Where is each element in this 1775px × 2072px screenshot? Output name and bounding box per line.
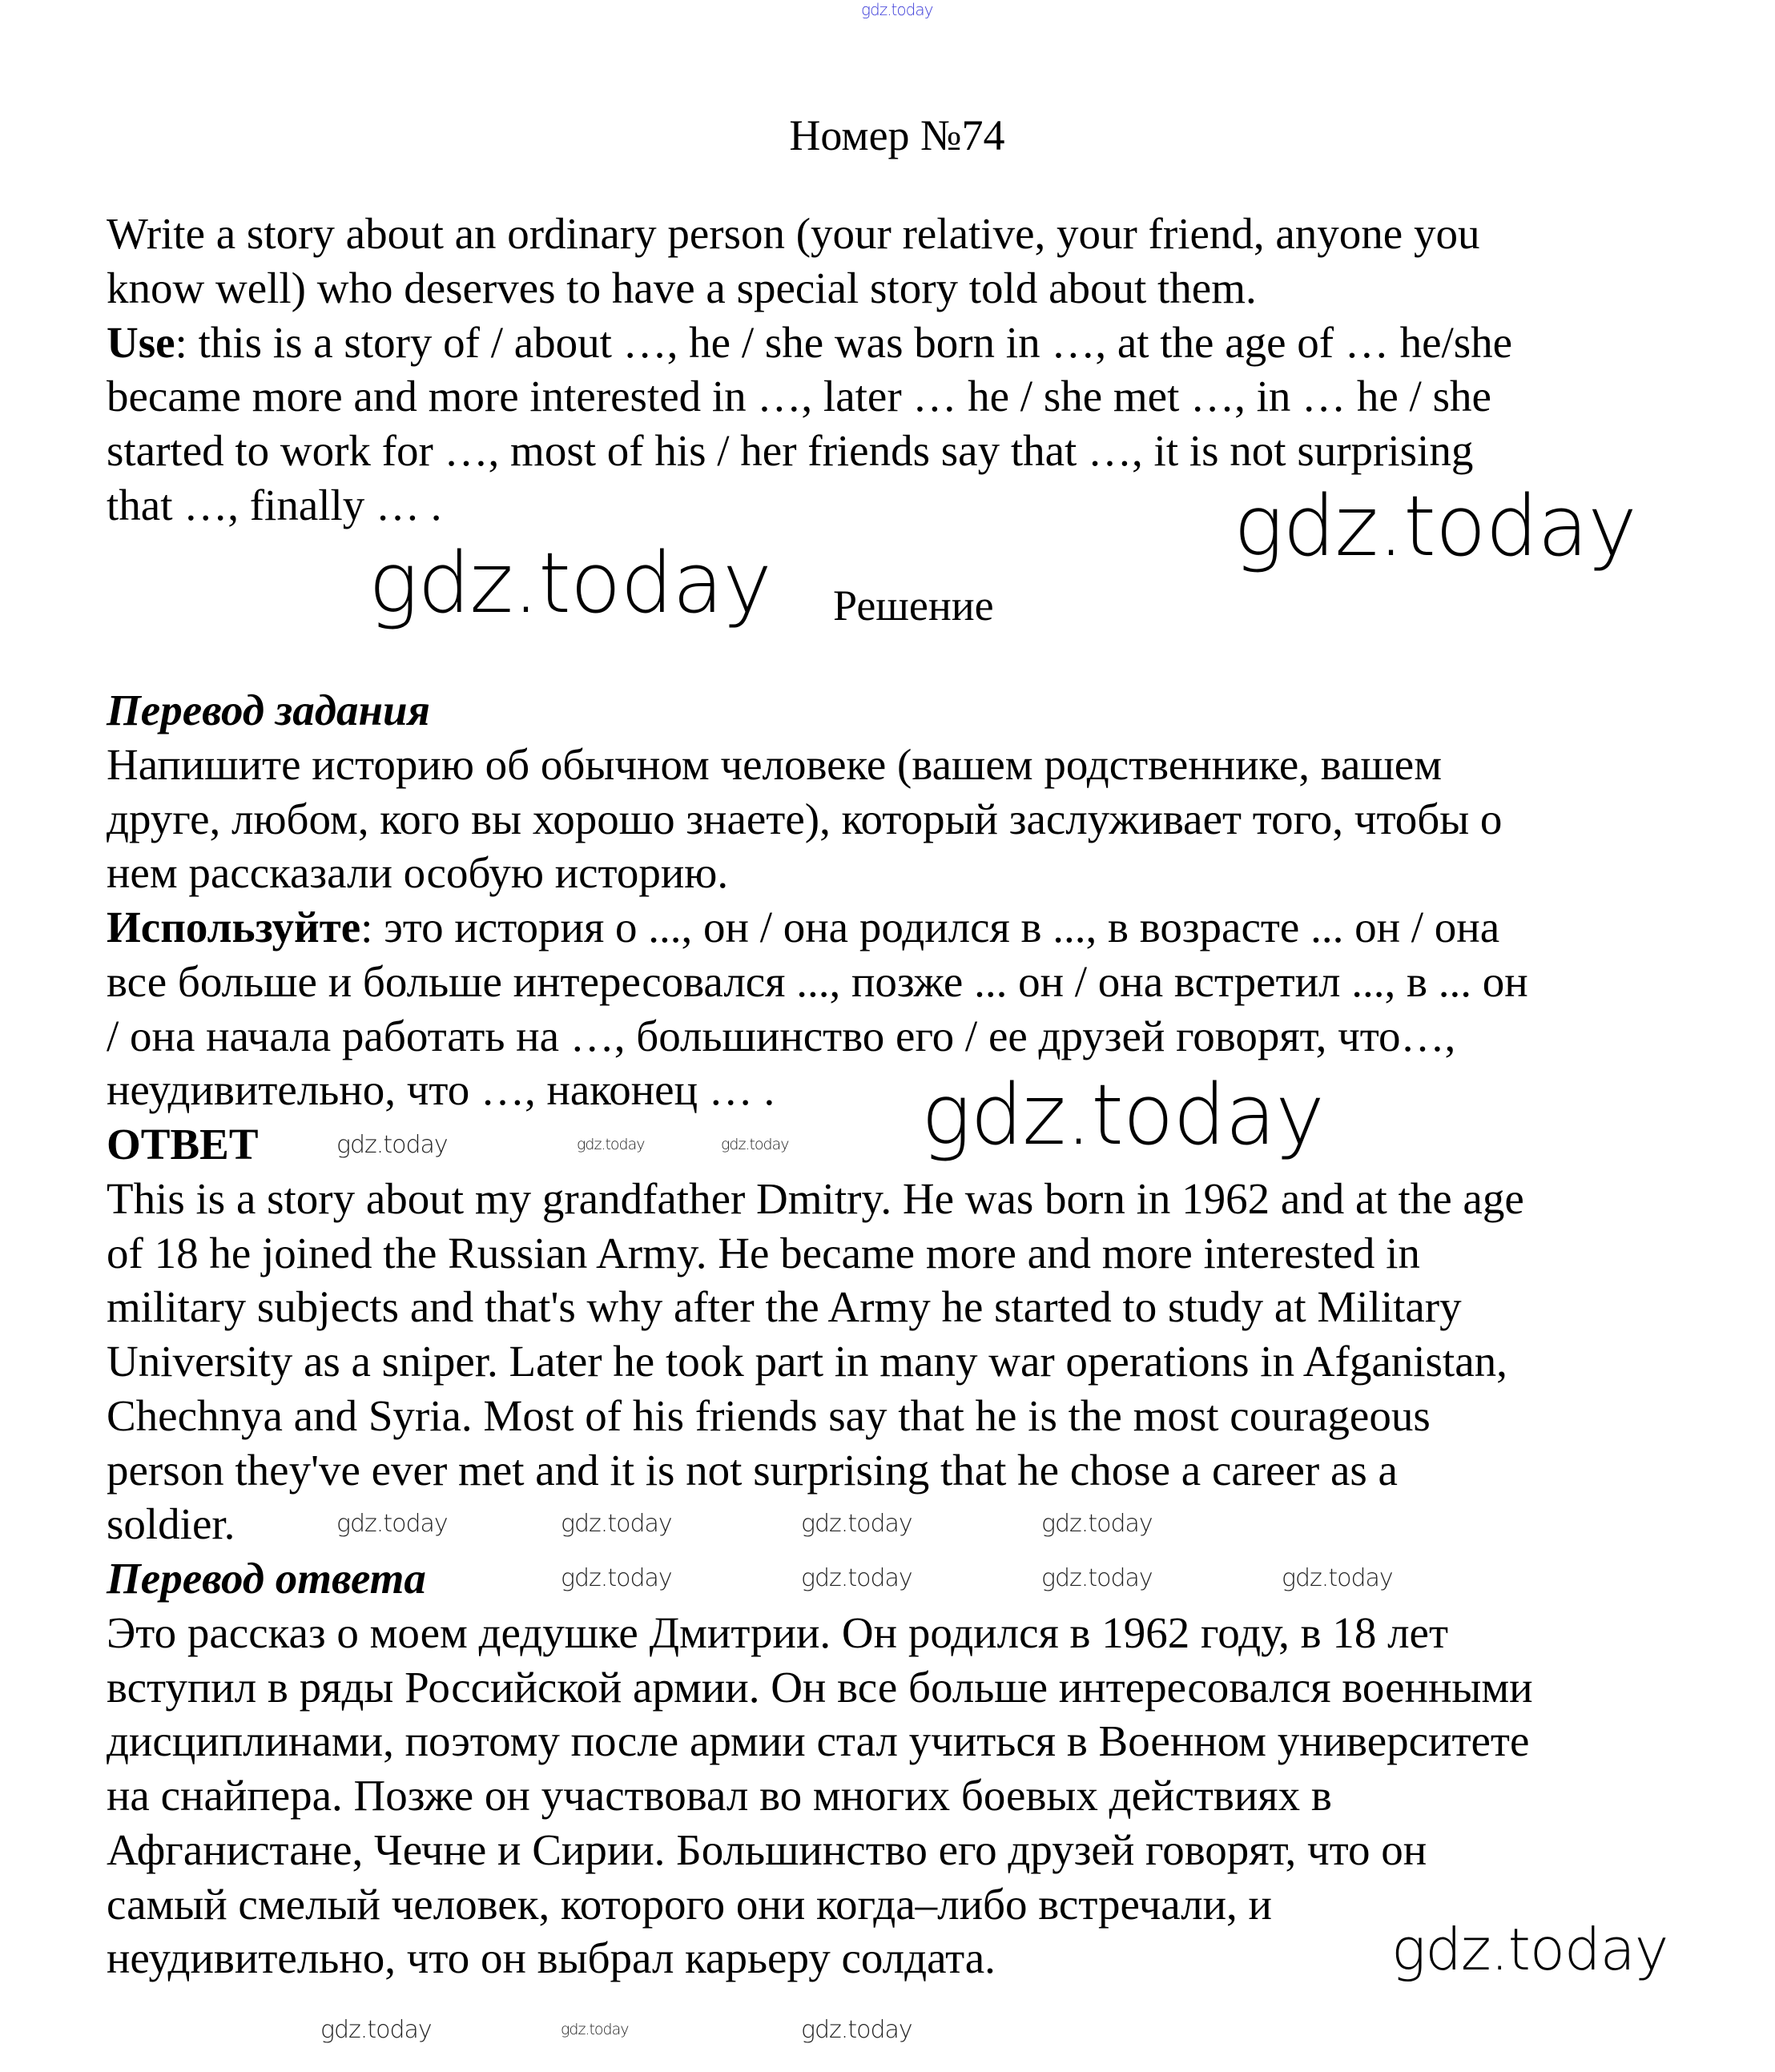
watermark-logo: gdz.today xyxy=(1041,1564,1153,1592)
watermark-logo: gdz.today xyxy=(336,1510,448,1538)
watermark-logo: gdz.today xyxy=(368,534,771,632)
line-text: Chechnya and Syria. Most of his friends say that he is the most courageous xyxy=(107,1390,1431,1440)
answer-body xyxy=(107,683,1533,1985)
watermark-logo: gdz.today xyxy=(861,0,933,19)
line-text: самый смелый человек, которого они когда–либо встречали, и xyxy=(107,1879,1272,1929)
text-line xyxy=(107,900,1533,955)
text-line xyxy=(107,1877,1533,1932)
text-line xyxy=(107,1226,1533,1281)
line-text: : это история о ..., он / она родился в ..., в возрасте ... он / она xyxy=(360,903,1500,952)
solution-label: Решение xyxy=(833,581,994,630)
line-text: Write a story about an ordinary person (your relative, your friend, anyone you xyxy=(107,209,1480,258)
text-line xyxy=(107,738,1533,792)
text-line xyxy=(107,1443,1533,1498)
watermark-logo: gdz.today xyxy=(1041,1510,1153,1538)
watermark-logo: gdz.today xyxy=(561,1564,672,1592)
watermark-logo: gdz.today xyxy=(1282,1564,1393,1592)
watermark-logo: gdz.today xyxy=(921,1066,1324,1164)
bold-label: ОТВЕТ xyxy=(107,1120,259,1169)
line-text: This is a story about my grandfather Dmitry. He was born in 1962 and at the age xyxy=(107,1173,1524,1223)
text-line xyxy=(107,1768,1533,1823)
line-text: дисциплинами, поэтому после армии стал учиться в Военном университете xyxy=(107,1716,1530,1766)
text-line xyxy=(107,261,1512,316)
text-line xyxy=(107,846,1533,900)
line-text: : this is a story of / about …, he / she was born in …, at the age of … he/she xyxy=(175,317,1513,367)
watermark-logo: gdz.today xyxy=(801,2016,912,2044)
text-line xyxy=(107,1606,1533,1660)
page-title: Номер №74 xyxy=(789,111,1005,159)
watermark-logo: gdz.today xyxy=(801,1510,912,1538)
line-text: на снайпера. Позже он участвовал во многих боевых действиях в xyxy=(107,1771,1332,1820)
line-text: started to work for …, most of his / her friends say that …, it is not surprising xyxy=(107,426,1474,475)
watermark-logo: gdz.today xyxy=(336,1131,448,1159)
watermark-logo: gdz.today xyxy=(320,2016,432,2044)
line-text: все больше и больше интересовался ..., позже ... он / она встретил ..., в ... он xyxy=(107,956,1528,1006)
watermark-logo: gdz.today xyxy=(801,1564,912,1592)
watermark-logo: gdz.today xyxy=(561,2021,629,2038)
text-line xyxy=(107,1009,1533,1064)
watermark-logo: gdz.today xyxy=(577,1136,645,1153)
bold-label: Используйте xyxy=(107,903,361,952)
line-text: нем рассказали особую историю. xyxy=(107,848,729,898)
line-text: Это рассказ о моем дедушке Дмитрии. Он родился в 1962 году, в 18 лет xyxy=(107,1607,1448,1657)
line-text: know well) who deserves to have a special story told about them. xyxy=(107,263,1257,312)
text-line xyxy=(107,1714,1533,1768)
text-line xyxy=(107,1823,1533,1877)
line-text: Напишите историю об обычном человеке (вашем родственнике, вашем xyxy=(107,739,1443,789)
watermark-logo: gdz.today xyxy=(1234,477,1636,575)
heading: Перевод ответа xyxy=(107,1554,426,1603)
line-text: that …, finally … . xyxy=(107,480,442,529)
heading: Перевод задания xyxy=(107,686,430,734)
text-line xyxy=(107,369,1512,424)
watermark-logo: gdz.today xyxy=(1391,1916,1668,1983)
line-text: неудивительно, что …, наконец … . xyxy=(107,1065,775,1115)
line-text: Афганистане, Чечне и Сирии. Большинство его друзей говорят, что он xyxy=(107,1825,1427,1874)
bold-label: Use xyxy=(107,317,175,367)
text-line xyxy=(107,316,1512,370)
line-text: became more and more interested in …, later … he / she met …, in … he / she xyxy=(107,372,1491,421)
text-line xyxy=(107,1389,1533,1443)
line-text: military subjects and that's why after the Army he started to study at Military xyxy=(107,1282,1462,1332)
text-line xyxy=(107,424,1512,478)
watermark-logo: gdz.today xyxy=(721,1136,789,1153)
text-line xyxy=(107,1334,1533,1389)
line-text: / она начала работать на …, большинство его / ее друзей говорят, что…, xyxy=(107,1011,1456,1060)
line-text: person they've ever met and it is not surprising that he chose a career as a xyxy=(107,1445,1398,1495)
line-text: вступил в ряды Российской армии. Он все больше интересовался военными xyxy=(107,1662,1533,1712)
line-text: soldier. xyxy=(107,1499,235,1549)
text-line xyxy=(107,792,1533,847)
text-line xyxy=(107,1660,1533,1715)
line-text: неудивительно, что он выбрал карьеру солдата. xyxy=(107,1933,996,1983)
watermark-logo: gdz.today xyxy=(561,1510,672,1538)
text-line xyxy=(107,683,1533,738)
line-text: of 18 he joined the Russian Army. He became more and more interested in xyxy=(107,1228,1420,1277)
text-line xyxy=(107,1280,1533,1334)
text-line xyxy=(107,207,1512,261)
line-text: друге, любом, кого вы хорошо знаете), который заслуживает того, чтобы о xyxy=(107,794,1503,843)
line-text: University as a sniper. Later he took part in many war operations in Afganistan, xyxy=(107,1337,1507,1386)
text-line xyxy=(107,1931,1533,1985)
text-line xyxy=(107,955,1533,1009)
text-line xyxy=(107,1172,1533,1226)
